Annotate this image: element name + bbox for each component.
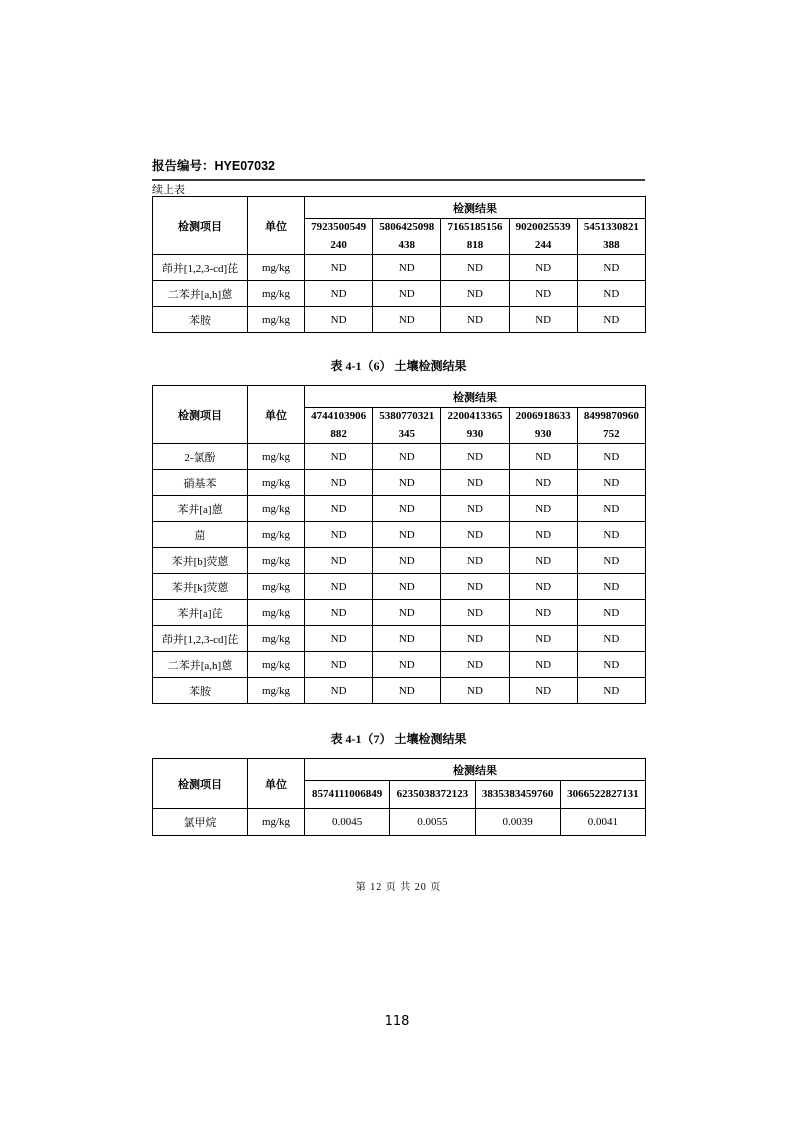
header-result-cell: 检测结果 bbox=[305, 386, 646, 408]
sample-id-cell: 5380770321 345 bbox=[373, 408, 441, 444]
table-row bbox=[153, 809, 646, 836]
row-value-cell: ND bbox=[577, 255, 645, 281]
document-page-number: 118 bbox=[384, 1014, 410, 1029]
row-unit-cell: mg/kg bbox=[248, 496, 305, 522]
table-row bbox=[153, 255, 646, 281]
row-value-cell: ND bbox=[305, 470, 373, 496]
row-item-cell: 茚并[1,2,3-cd]芘 bbox=[153, 255, 248, 281]
row-item-cell: 䓛 bbox=[153, 522, 248, 548]
results-table bbox=[152, 758, 646, 836]
row-value-cell: ND bbox=[509, 255, 577, 281]
row-value-cell: 0.0039 bbox=[475, 809, 560, 836]
row-item-cell: 苯胺 bbox=[153, 307, 248, 333]
row-value-cell: ND bbox=[373, 652, 441, 678]
table-header-row bbox=[153, 197, 646, 219]
row-value-cell: ND bbox=[305, 444, 373, 470]
row-value-cell: ND bbox=[441, 652, 509, 678]
row-value-cell: ND bbox=[577, 522, 645, 548]
table-row bbox=[153, 444, 646, 470]
row-item-cell: 硝基苯 bbox=[153, 470, 248, 496]
table-row bbox=[153, 574, 646, 600]
report-number-label: 报告编号： bbox=[152, 159, 215, 173]
row-unit-cell: mg/kg bbox=[248, 307, 305, 333]
table-row bbox=[153, 600, 646, 626]
row-unit-cell: mg/kg bbox=[248, 444, 305, 470]
row-value-cell: ND bbox=[305, 307, 373, 333]
row-value-cell: ND bbox=[441, 307, 509, 333]
row-value-cell: ND bbox=[441, 678, 509, 704]
sample-id-cell: 7165185156 818 bbox=[441, 219, 509, 255]
row-value-cell: 0.0045 bbox=[305, 809, 390, 836]
row-unit-cell: mg/kg bbox=[248, 652, 305, 678]
row-unit-cell: mg/kg bbox=[248, 522, 305, 548]
row-unit-cell: mg/kg bbox=[248, 470, 305, 496]
sample-id-cell: 6235038372123 bbox=[390, 781, 475, 809]
row-value-cell: ND bbox=[373, 600, 441, 626]
row-value-cell: ND bbox=[509, 307, 577, 333]
row-value-cell: ND bbox=[305, 522, 373, 548]
row-unit-cell: mg/kg bbox=[248, 626, 305, 652]
row-value-cell: ND bbox=[441, 548, 509, 574]
row-item-cell: 苯并[k]荧蒽 bbox=[153, 574, 248, 600]
header-item-cell: 检测项目 bbox=[153, 386, 248, 444]
row-value-cell: ND bbox=[305, 626, 373, 652]
table-row bbox=[153, 548, 646, 574]
sample-id-cell: 9020025539 244 bbox=[509, 219, 577, 255]
row-value-cell: ND bbox=[373, 496, 441, 522]
sample-id-cell: 2006918633 930 bbox=[509, 408, 577, 444]
table-row bbox=[153, 522, 646, 548]
report-number-value: HYE07032 bbox=[214, 159, 275, 173]
sample-id-cell: 8499870960 752 bbox=[577, 408, 645, 444]
row-value-cell: ND bbox=[509, 626, 577, 652]
sample-id-cell: 5806425098 438 bbox=[373, 219, 441, 255]
row-value-cell: ND bbox=[441, 470, 509, 496]
row-value-cell: ND bbox=[305, 255, 373, 281]
row-value-cell: ND bbox=[373, 626, 441, 652]
page-x-of-y-footer: 第 12 页 共 20 页 bbox=[355, 882, 442, 893]
header-item-cell: 检测项目 bbox=[153, 197, 248, 255]
row-value-cell: ND bbox=[577, 307, 645, 333]
header-unit-cell: 单位 bbox=[248, 197, 305, 255]
row-value-cell: ND bbox=[373, 574, 441, 600]
header-unit-cell: 单位 bbox=[248, 759, 305, 809]
row-value-cell: ND bbox=[305, 574, 373, 600]
header-unit-cell: 单位 bbox=[248, 386, 305, 444]
sample-id-cell: 7923500549 240 bbox=[305, 219, 373, 255]
report-number-header bbox=[152, 156, 645, 181]
sample-id-cell: 2200413365 930 bbox=[441, 408, 509, 444]
row-unit-cell: mg/kg bbox=[248, 809, 305, 836]
row-value-cell: ND bbox=[305, 600, 373, 626]
row-value-cell: ND bbox=[305, 548, 373, 574]
row-value-cell: ND bbox=[509, 444, 577, 470]
row-value-cell: ND bbox=[373, 678, 441, 704]
soil-results-table-7 bbox=[152, 758, 645, 836]
table-4-1-7-title: 表 4-1（7） 土壤检测结果 bbox=[330, 732, 467, 746]
table-row bbox=[153, 496, 646, 522]
row-value-cell: ND bbox=[441, 444, 509, 470]
table-row bbox=[153, 678, 646, 704]
row-item-cell: 2-氯酚 bbox=[153, 444, 248, 470]
row-item-cell: 苯胺 bbox=[153, 678, 248, 704]
header-result-cell: 检测结果 bbox=[305, 759, 646, 781]
row-value-cell: ND bbox=[577, 444, 645, 470]
results-table bbox=[152, 196, 646, 333]
table-row bbox=[153, 470, 646, 496]
table-row bbox=[153, 281, 646, 307]
row-value-cell: ND bbox=[509, 574, 577, 600]
row-value-cell: 0.0055 bbox=[390, 809, 475, 836]
row-value-cell: ND bbox=[509, 522, 577, 548]
row-value-cell: ND bbox=[509, 281, 577, 307]
row-item-cell: 二苯并[a,h]蒽 bbox=[153, 652, 248, 678]
row-value-cell: ND bbox=[577, 600, 645, 626]
row-item-cell: 茚并[1,2,3-cd]芘 bbox=[153, 626, 248, 652]
row-unit-cell: mg/kg bbox=[248, 255, 305, 281]
table-4-1-6-title: 表 4-1（6） 土壤检测结果 bbox=[330, 359, 467, 373]
row-value-cell: ND bbox=[509, 496, 577, 522]
sample-id-cell: 8574111006849 bbox=[305, 781, 390, 809]
row-value-cell: ND bbox=[373, 548, 441, 574]
row-value-cell: ND bbox=[305, 496, 373, 522]
row-item-cell: 苯并[a]蒽 bbox=[153, 496, 248, 522]
row-value-cell: ND bbox=[441, 600, 509, 626]
row-value-cell: ND bbox=[373, 470, 441, 496]
row-item-cell: 氯甲烷 bbox=[153, 809, 248, 836]
sample-id-cell: 3066522827131 bbox=[560, 781, 645, 809]
row-value-cell: ND bbox=[441, 255, 509, 281]
row-unit-cell: mg/kg bbox=[248, 574, 305, 600]
header-item-cell: 检测项目 bbox=[153, 759, 248, 809]
results-table bbox=[152, 385, 646, 704]
table-header-row bbox=[153, 759, 646, 781]
row-value-cell: ND bbox=[577, 652, 645, 678]
row-value-cell: ND bbox=[305, 281, 373, 307]
row-value-cell: ND bbox=[441, 496, 509, 522]
sample-id-cell: 5451330821 388 bbox=[577, 219, 645, 255]
row-value-cell: ND bbox=[441, 281, 509, 307]
row-value-cell: 0.0041 bbox=[560, 809, 645, 836]
row-value-cell: ND bbox=[577, 548, 645, 574]
row-value-cell: ND bbox=[441, 522, 509, 548]
row-value-cell: ND bbox=[373, 281, 441, 307]
row-value-cell: ND bbox=[577, 678, 645, 704]
row-item-cell: 二苯并[a,h]蒽 bbox=[153, 281, 248, 307]
row-unit-cell: mg/kg bbox=[248, 600, 305, 626]
row-value-cell: ND bbox=[305, 652, 373, 678]
row-value-cell: ND bbox=[373, 255, 441, 281]
row-value-cell: ND bbox=[509, 470, 577, 496]
soil-results-table-6 bbox=[152, 385, 645, 704]
table-row bbox=[153, 307, 646, 333]
row-value-cell: ND bbox=[509, 600, 577, 626]
row-value-cell: ND bbox=[509, 678, 577, 704]
row-value-cell: ND bbox=[577, 496, 645, 522]
row-value-cell: ND bbox=[509, 548, 577, 574]
row-unit-cell: mg/kg bbox=[248, 548, 305, 574]
row-value-cell: ND bbox=[305, 678, 373, 704]
row-value-cell: ND bbox=[577, 470, 645, 496]
row-value-cell: ND bbox=[577, 626, 645, 652]
table-header-row bbox=[153, 386, 646, 408]
row-unit-cell: mg/kg bbox=[248, 281, 305, 307]
sample-id-cell: 4744103906 882 bbox=[305, 408, 373, 444]
row-value-cell: ND bbox=[577, 281, 645, 307]
row-value-cell: ND bbox=[373, 522, 441, 548]
soil-results-table-continued bbox=[152, 196, 645, 333]
continued-table-note: 续上表 bbox=[152, 184, 185, 196]
row-value-cell: ND bbox=[373, 307, 441, 333]
row-value-cell: ND bbox=[441, 574, 509, 600]
table-row bbox=[153, 626, 646, 652]
row-value-cell: ND bbox=[509, 652, 577, 678]
sample-id-cell: 3835383459760 bbox=[475, 781, 560, 809]
row-item-cell: 苯并[b]荧蒽 bbox=[153, 548, 248, 574]
row-item-cell: 苯并[a]芘 bbox=[153, 600, 248, 626]
row-value-cell: ND bbox=[373, 444, 441, 470]
row-value-cell: ND bbox=[577, 574, 645, 600]
table-row bbox=[153, 652, 646, 678]
row-value-cell: ND bbox=[441, 626, 509, 652]
header-result-cell: 检测结果 bbox=[305, 197, 646, 219]
row-unit-cell: mg/kg bbox=[248, 678, 305, 704]
